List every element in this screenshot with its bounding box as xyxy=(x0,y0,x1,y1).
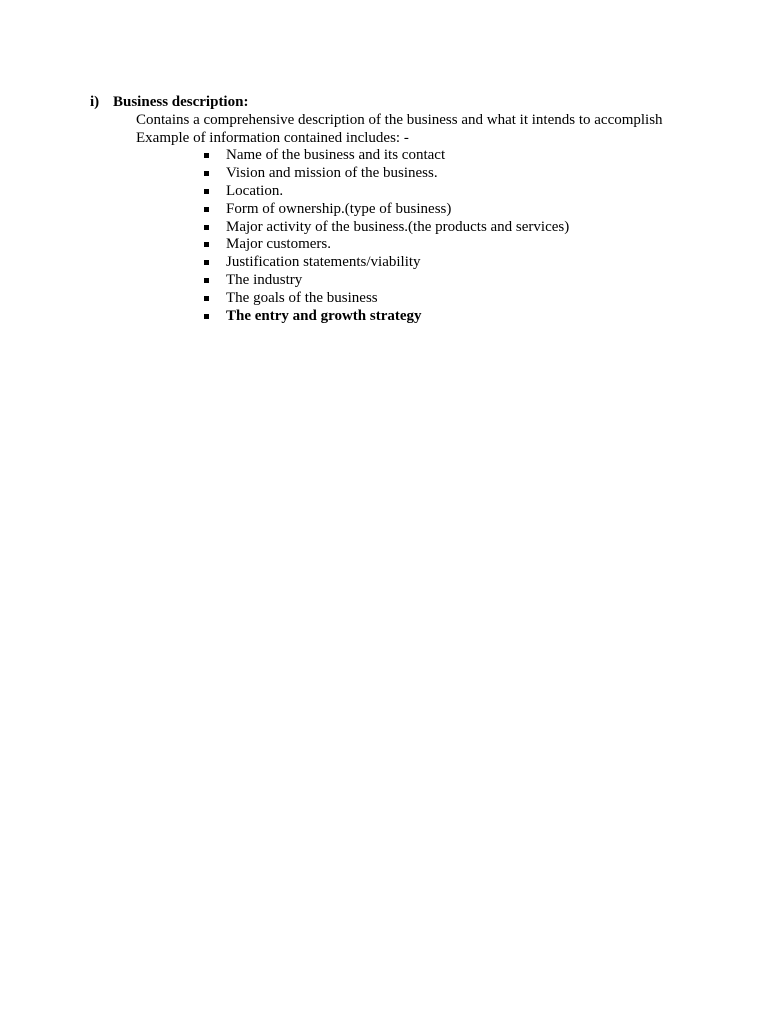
description-line: Example of information contained includes: - xyxy=(136,130,409,146)
square-bullet-icon xyxy=(204,242,209,247)
section-heading xyxy=(90,93,248,111)
square-bullet-icon xyxy=(204,278,209,283)
square-bullet-icon xyxy=(204,225,209,230)
list-item-text: Vision and mission of the business. xyxy=(226,164,438,181)
list-item-text: The industry xyxy=(226,272,303,289)
square-bullet-icon xyxy=(204,171,209,176)
list-item-text: Name of the business and its contact xyxy=(226,147,446,163)
square-bullet-icon xyxy=(204,153,209,158)
square-bullet-icon xyxy=(204,189,209,194)
square-bullet-icon xyxy=(204,296,209,301)
description-line: Contains a comprehensive description of the business and what it intends to accomplish xyxy=(136,112,663,128)
list-item-text: Major customers. xyxy=(226,236,331,253)
list-item-text: Location. xyxy=(226,182,284,199)
list-item-text: Form of ownership.(type of business) xyxy=(226,200,452,217)
section-title: Business description: xyxy=(113,94,249,110)
list-item-text: The entry and growth strategy xyxy=(226,308,422,325)
list-item-text: Major activity of the business.(the products and services) xyxy=(226,218,570,235)
section-number: i) xyxy=(90,94,100,110)
square-bullet-icon xyxy=(204,314,209,319)
list-item-text: The goals of the business xyxy=(226,290,378,307)
square-bullet-icon xyxy=(204,207,209,212)
square-bullet-icon xyxy=(204,260,209,265)
list-item-text: Justification statements/viability xyxy=(226,254,421,271)
